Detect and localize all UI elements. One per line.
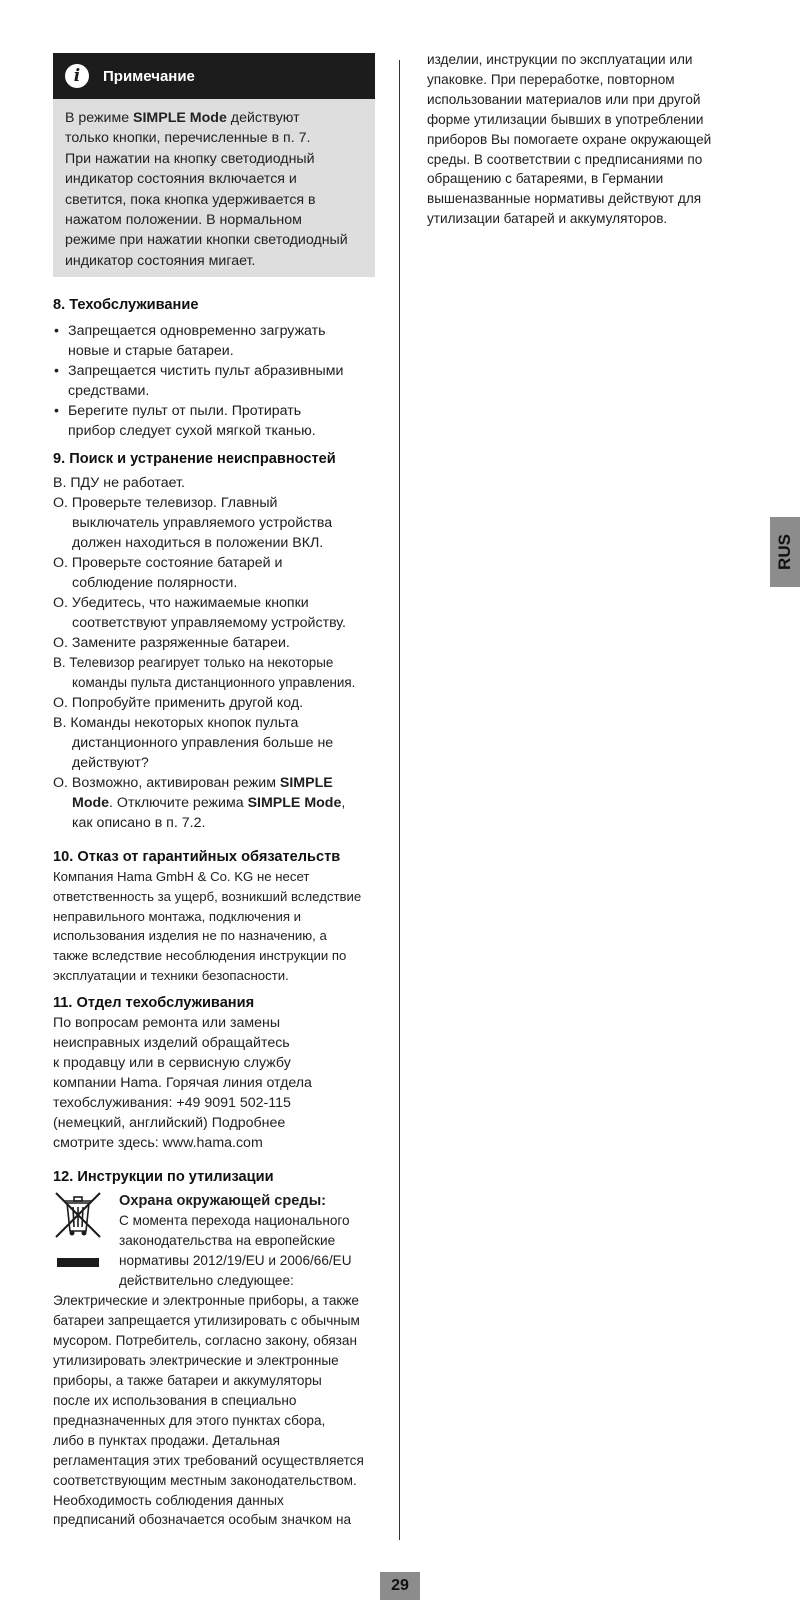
maintenance-list (53, 321, 375, 441)
note-body (53, 99, 375, 277)
qa-item: О. Замените разряженные батареи. (53, 635, 290, 652)
section-heading: 10. Отказ от гарантийных обязательств (53, 849, 341, 866)
note-box (53, 53, 375, 277)
list-item: • Запрещается одновременно загружать новые и старые батареи. (53, 321, 375, 361)
disposal-continued-text: изделии, инструкции по эксплуатации или упаковке. При переработке, повторном использовании материалов или при другой форме утилизации бывших в употреблении приборов Вы помогаете охране окружающей среды. В соответствии с предписаниями по обращению с батареями, в Германии вышеназванные нормативы действуют для утилизации батарей и аккумуляторов. (427, 52, 712, 227)
weee-bin-icon (53, 1191, 103, 1267)
qa-item: В. Телевизор реагирует только на некоторые команды пульта дистанционного управления. (53, 655, 356, 691)
page-number: 29 (380, 1572, 420, 1600)
section-heading: 9. Поиск и устранение неисправностей (53, 451, 336, 468)
maintenance-section (53, 295, 375, 441)
qa-item: О. Попробуйте применить другой код. (53, 695, 304, 712)
note-header (53, 53, 375, 99)
note-line: режиме при нажатии кнопки светодиодный (65, 232, 348, 249)
section-heading: 12. Инструкции по утилизации (53, 1169, 274, 1186)
section-heading: 11. Отдел техобслуживания (53, 995, 255, 1012)
note-line: индикатор состояния включается и (65, 171, 297, 188)
qa-item: О. Убедитесь, что нажимаемые кнопки соответствуют управляемому устройству. (53, 595, 346, 632)
column-divider (399, 60, 400, 1540)
list-item: • Берегите пульт от пыли. Протирать прибор следует сухой мягкой тканью. (53, 401, 375, 441)
qa-item: О. Проверьте состояние батарей и соблюдение полярности. (53, 555, 283, 592)
language-tab-label: RUS (775, 534, 794, 570)
warranty-text: Компания Hama GmbH & Co. KG не несет ответственность за ущерб, возникший вследствие неправильного монтажа, подключения и использования изделия не по назначению, а также вследствие несоблюдения инструкции по эксплуатации и техники безопасности. (53, 869, 362, 983)
note-line: светится, пока кнопка удерживается в (65, 191, 316, 208)
warranty-section (53, 847, 375, 985)
qa-item: В. Команды некоторых кнопок пульта дистанционного управления больше не действуют? (53, 715, 334, 772)
language-tab (770, 517, 800, 587)
section-heading: 8. Техобслуживание (53, 297, 199, 314)
left-column (53, 53, 375, 1530)
note-line: индикатор состояния мигает. (65, 252, 256, 269)
list-item: • Запрещается чистить пульт абразивными средствами. (53, 361, 375, 401)
qa-item: О. Проверьте телевизор. Главный выключатель управляемого устройства должен находиться в положении ВКЛ. (53, 495, 333, 552)
disposal-text: Электрические и электронные приборы, а также батареи запрещается утилизировать с обычным мусором. Потребитель, согласно закону, обязан утилизировать электрические и электронные приборы, а также батареи и аккумуляторы после их использования в специально предназначенных для этого пунктах сбора, либо в пунктах продажи. Детальная регламентация этих требований осуществляется соответствующим местным законодательством. Необходимость соблюдения данных предписаний обозначается особым значком на (53, 1293, 364, 1528)
service-text: По вопросам ремонта или замены неисправных изделий обращайтесь к продавцу или в сервисную службу компании Hama. Горячая линия отдела техобслуживания: +49 9091 502-115 (немецкий, английский) Подробнее смотрите здесь: www.hama.com (53, 1015, 312, 1152)
info-icon: i (65, 64, 89, 88)
note-line: только кнопки, перечисленные в п. 7. (65, 130, 311, 147)
weee-bar-icon (57, 1258, 99, 1267)
service-section (53, 993, 375, 1153)
troubleshooting-section (53, 449, 375, 833)
disposal-block (53, 1191, 375, 1530)
disposal-intro: С момента перехода национального законодательства на европейские нормативы 2012/19/EU и 2006/66/EU действительно следующее: (119, 1213, 352, 1289)
qa-item: В. ПДУ не работает. (53, 475, 185, 492)
note-line: В режиме SIMPLE Mode действуют (65, 110, 300, 126)
right-column (427, 50, 737, 229)
qa-item: О. Возможно, активирован режим SIMPLE Mode. Отключите режима SIMPLE Mode, как описано в п. 7.2. (53, 775, 346, 832)
note-title: Примечание (103, 67, 195, 85)
disposal-subtitle: Охрана окружающей среды: (119, 1193, 327, 1210)
note-line: При нажатии на кнопку светодиодный (65, 150, 315, 167)
note-line: нажатом положении. В нормальном (65, 212, 302, 229)
troubleshooting-list (53, 473, 375, 833)
disposal-section (53, 1167, 375, 1530)
